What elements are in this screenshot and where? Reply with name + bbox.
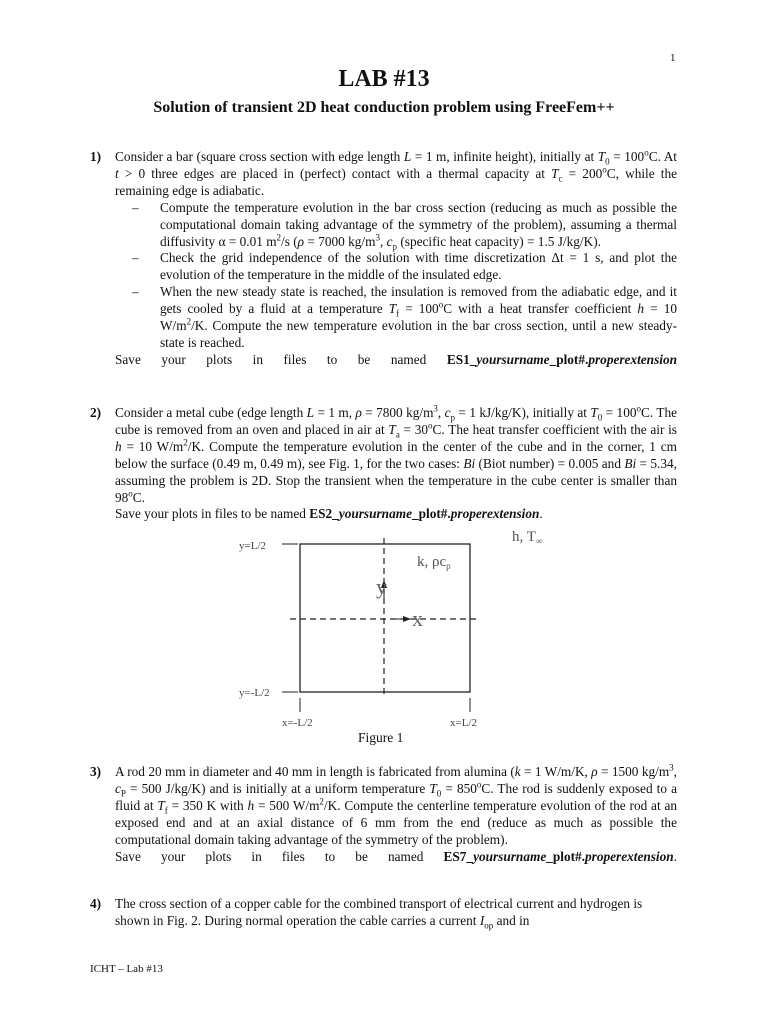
page-subtitle: Solution of transient 2D heat conduction problem using FreeFem++ [153, 99, 615, 116]
square-domain-diagram [200, 522, 580, 754]
axis-y-label: y [376, 574, 387, 599]
save-instruction: Save your plots in files to be named ES7_yoursurname_plot#.properextension. [115, 848, 677, 864]
problem-2 [90, 403, 678, 523]
label-x-right: x=L/2 [450, 717, 477, 729]
problem-body: The cross section of a copper cable for the combined transport of electrical current and hydrogen is shown in Fig. 2. During normal operation the cable carries a current $I_{op}$ and in [115, 896, 643, 931]
label-y-bottom: y=-L/2 [239, 687, 270, 699]
page-number: 1 [670, 52, 676, 64]
figure-1 [200, 522, 580, 754]
label-h-tinf: h, $T_\infty$ [512, 529, 543, 546]
problem-body: Consider a metal cube (edge length L = 1 m, ρ = 7800 $kg/m^3$, $c_p = 1$ kJ/kg/K), initially at $T_0 = 100^oC$. The cube is removed from an oven and placed in air at $T_a = 30^oC$. The heat transfer coefficient with the air is h = 10 $W/m^2/K$. Compute the temperature evolution in the center of the cube and in the corner, 1 cm below the surface (0.49 m, 0.49 m), see Fig. 1, for the two cases: Bi (Biot number) = 0.005 and Bi = 5.34, assuming the problem is 2D. Stop the transient when the temperature in the cube center is smaller than 98$^o$C. [115, 403, 678, 505]
label-x-left: x=-L/2 [282, 717, 313, 729]
problem-number: 2) [90, 405, 102, 420]
bullet-item: – Check the grid independence of the solution with time discretization Δt = 1 s, and plot the evolution of the temperature in the middle of the insulated edge. [132, 250, 677, 283]
figure-caption: Figure 1 [358, 730, 404, 745]
bullet-item: – Compute the temperature evolution in the bar cross section (reducing as much as possible the computational domain taking advantage of the symmetry of the problem), assuming a thermal diffusivity α = 0.01 $m^2/s$ (ρ = 7000 $kg/m^3$, $c_p$ (specific heat capacity) = 1.5 J/kg/K). [132, 199, 677, 252]
problem-4 [90, 896, 677, 931]
problem-number: 4) [90, 896, 102, 911]
problem-3 [90, 762, 678, 865]
problem-intro: Consider a bar (square cross section with edge length L = 1 m, infinite height), initially at $T_0 = 100^oC$. At t > 0 three edges are placed in (perfect) contact with a thermal capacity at $T_c = 200^oC$, while the remaining edge is adiabatic. [115, 147, 678, 198]
save-instruction: Save your plots in files to be named ES2_yoursurname_plot#.properextension. [115, 506, 543, 522]
save-instruction: Save your plots in files to be named ES1_yoursurname_plot#.properextension [115, 351, 677, 367]
label-y-top: y=L/2 [239, 540, 266, 552]
x-arrowhead [403, 616, 411, 622]
page-footer: ICHT – Lab #13 [90, 963, 163, 975]
page-title: LAB #13 [338, 66, 430, 92]
axis-x-label: x [412, 606, 423, 631]
problem-1 [90, 147, 678, 369]
label-k-rhocp: k, $\rho c_p$ [417, 554, 451, 571]
problem-body: A rod 20 mm in diameter and 40 mm in length is fabricated from alumina (k = 1 W/m/K, ρ = 1500 $kg/m^3$, $c_P = 500$ J/kg/K) and is initially at a uniform temperature $T_0 = 850^oC$. The rod is suddenly exposed to a fluid at $T_f = 350$ K with h = 500 $W/m^2/K$. Compute the centerline temperature evolution of the rod at an exposed end and at an axial distance of 6 mm from the end (reduce as much as possible the computational domain taking advantage of the symmetry of the problem). [115, 762, 678, 847]
problem-number: 1) [90, 149, 102, 164]
problem-number: 3) [90, 764, 102, 779]
bullet-item: – When the new steady state is reached, the insulation is removed from the adiabatic edge, and it gets cooled by a fluid at a temperature $T_f = 100^oC$ with a heat transfer coefficient h = 10 $W/m^2/K$. Compute the new temperature evolution in the bar cross section, until a new steady-state is reached. [132, 284, 677, 350]
